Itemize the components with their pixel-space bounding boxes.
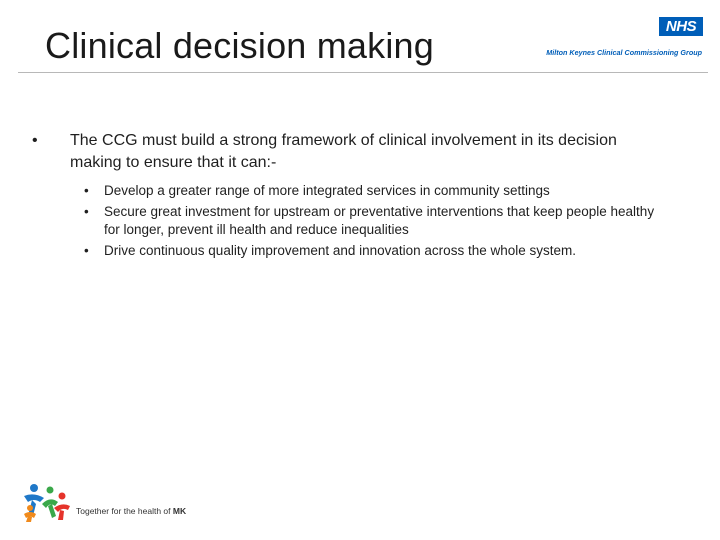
- sub-bullet-list: [32, 182, 672, 260]
- sub-bullet-point: [32, 242, 672, 260]
- sub-point-text: Develop a greater range of more integrated services in community settings: [104, 183, 550, 198]
- sub-point-text: Drive continuous quality improvement and innovation across the whole system.: [104, 243, 576, 258]
- main-point-text: The CCG must build a strong framework of clinical involvement in its decision making to ensure that it can:-: [70, 132, 617, 171]
- bullet-icon: •: [32, 132, 38, 149]
- people-figures-icon: [22, 482, 74, 522]
- org-name: Milton Keynes Clinical Commissioning Group: [546, 48, 702, 57]
- main-bullet-point: [32, 130, 672, 174]
- footer-tagline: [76, 506, 186, 516]
- nhs-logo: NHS: [659, 17, 703, 36]
- sub-point-text: Secure great investment for upstream or preventative interventions that keep people healthy for longer, prevent ill health and reduce inequalities: [104, 204, 655, 237]
- sub-bullet-point: [32, 182, 672, 200]
- tagline-text: Together for the health of: [76, 506, 173, 516]
- tagline-mk: MK: [172, 506, 187, 516]
- sub-bullet-point: [32, 203, 672, 239]
- bullet-icon: •: [84, 243, 89, 258]
- title-divider: [18, 72, 708, 73]
- bullet-icon: •: [84, 183, 89, 198]
- slide-body: [32, 130, 672, 263]
- slide-title: Clinical decision making: [45, 25, 434, 66]
- bullet-icon: •: [84, 204, 89, 219]
